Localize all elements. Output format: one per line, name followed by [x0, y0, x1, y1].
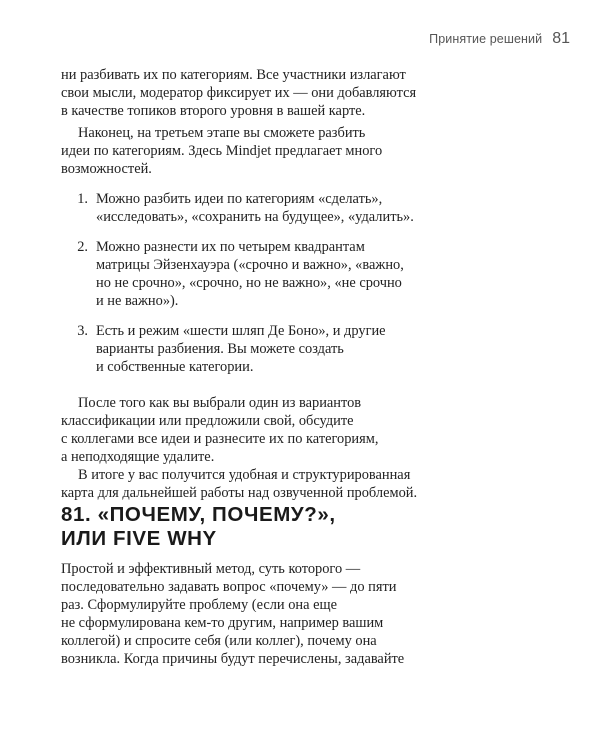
list-item-text: Можно разбить идеи по категориям «сделать», «исследовать», «сохранить на будущее», «удалить».	[96, 191, 414, 225]
body-text-section	[61, 560, 471, 668]
list-item-text: Есть и режим «шести шляп Де Боно», и другие варианты разбиения. Вы можете создать и собственные категории.	[96, 323, 386, 375]
list-item	[61, 322, 471, 376]
list-item-marker: 2.	[77, 239, 88, 255]
list-item	[61, 190, 471, 226]
list-item-marker: 3.	[77, 323, 88, 339]
paragraph-result: В итоге у вас получится удобная и структурированная карта для дальнейшей работы над озвученной проблемой.	[61, 467, 418, 501]
running-header	[429, 30, 570, 48]
body-text-top	[61, 66, 471, 502]
list-item-marker: 1.	[77, 191, 88, 207]
paragraph-third-stage: Наконец, на третьем этапе вы сможете разбить идеи по категориям. Здесь Mindjet предлагает много возможностей.	[61, 125, 383, 177]
paragraph-continuation: ни разбивать их по категориям. Все участники излагают свои мысли, модератор фиксирует их — они добавляются в качестве топиков второго уровня в вашей карте.	[61, 67, 417, 119]
page-number: 81	[552, 30, 570, 47]
numbered-list	[61, 190, 471, 376]
paragraph-five-why-intro: Простой и эффективный метод, суть которого — последовательно задавать вопрос «почему» — до пяти раз. Сформулируйте проблему (если она еще не сформулирована кем-то другим, например вашим коллегой) и спросите себя (или коллег), почему она возникла. Когда причины будут перечислены, задавайте	[61, 561, 405, 667]
list-item-text: Можно разнести их по четырем квадрантам матрицы Эйзенхауэра («срочно и важно», «важно, но не срочно», «срочно, но не важно», «не срочно и не важно»).	[96, 239, 404, 309]
running-header-section-title: Принятие решений	[429, 32, 543, 46]
paragraph-after-selection: После того как вы выбрали один из вариантов классификации или предложили свой, обсудите с коллегами все идеи и разнесите их по категориям, а неподходящие удалите.	[61, 395, 379, 465]
list-item	[61, 238, 471, 310]
section-heading: 81. «ПОЧЕМУ, ПОЧЕМУ?», ИЛИ FIVE WHY	[61, 503, 336, 550]
